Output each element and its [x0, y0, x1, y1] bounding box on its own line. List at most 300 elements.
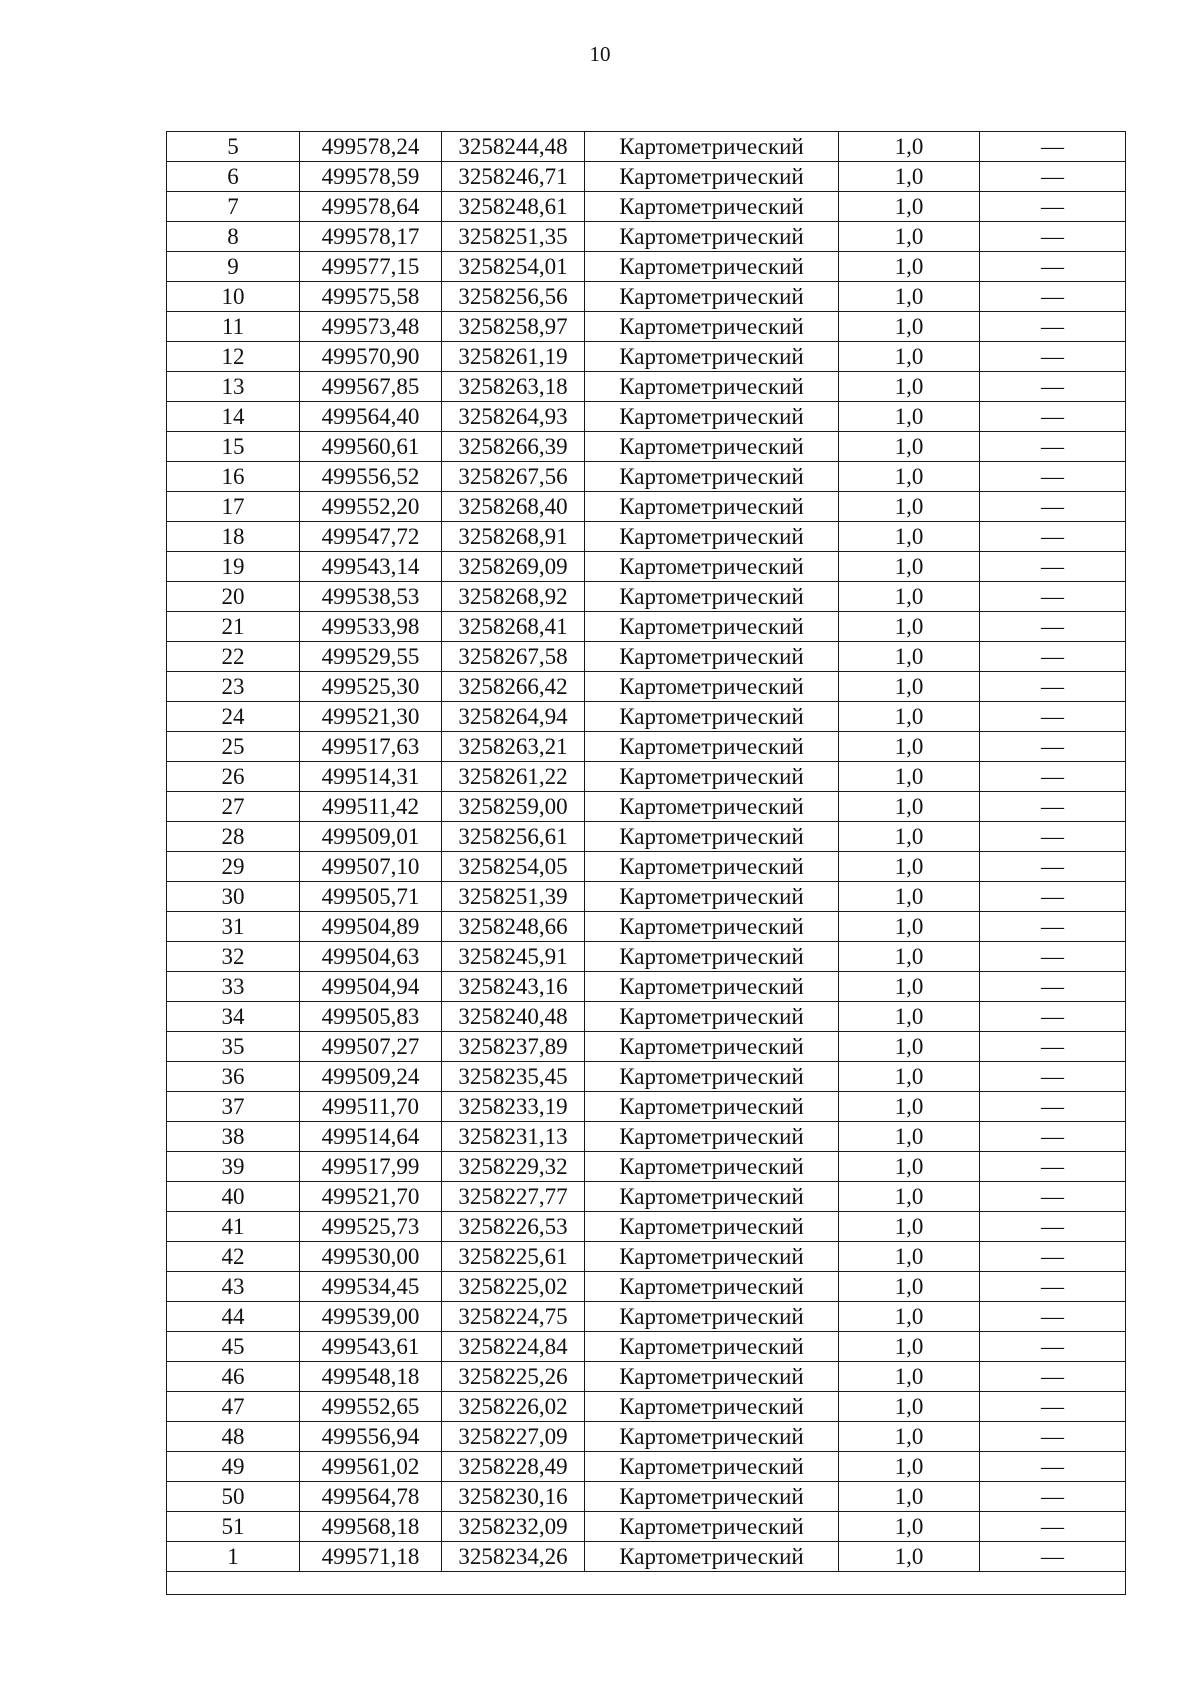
method-cell: Картометрический	[585, 1512, 839, 1542]
x-coordinate-cell: 499552,65	[300, 1392, 442, 1422]
method-cell: Картометрический	[585, 522, 839, 552]
point-number-cell: 14	[167, 402, 300, 432]
point-number-cell: 11	[167, 312, 300, 342]
point-number-cell: 31	[167, 912, 300, 942]
table-row	[167, 1332, 1126, 1362]
method-cell: Картометрический	[585, 492, 839, 522]
method-cell: Картометрический	[585, 312, 839, 342]
table-row	[167, 1242, 1126, 1272]
accuracy-cell: 1,0	[839, 612, 980, 642]
point-number-cell: 29	[167, 852, 300, 882]
y-coordinate-cell: 3258259,00	[442, 792, 585, 822]
point-number-cell: 1	[167, 1542, 300, 1572]
y-coordinate-cell: 3258228,49	[442, 1452, 585, 1482]
accuracy-cell: 1,0	[839, 1452, 980, 1482]
point-number-cell: 24	[167, 702, 300, 732]
method-cell: Картометрический	[585, 822, 839, 852]
x-coordinate-cell: 499543,61	[300, 1332, 442, 1362]
accuracy-cell: 1,0	[839, 492, 980, 522]
method-cell: Картометрический	[585, 222, 839, 252]
accuracy-cell: 1,0	[839, 852, 980, 882]
description-cell: —	[980, 372, 1126, 402]
point-number-cell: 33	[167, 972, 300, 1002]
point-number-cell: 16	[167, 462, 300, 492]
description-cell: —	[980, 402, 1126, 432]
point-number-cell: 30	[167, 882, 300, 912]
boundary-points-table	[166, 131, 1126, 1595]
method-cell: Картометрический	[585, 462, 839, 492]
x-coordinate-cell: 499556,52	[300, 462, 442, 492]
accuracy-cell: 1,0	[839, 1482, 980, 1512]
table-row	[167, 792, 1126, 822]
accuracy-cell: 1,0	[839, 1332, 980, 1362]
method-cell: Картометрический	[585, 582, 839, 612]
table-row	[167, 612, 1126, 642]
accuracy-cell: 1,0	[839, 792, 980, 822]
point-number-cell: 34	[167, 1002, 300, 1032]
y-coordinate-cell: 3258267,56	[442, 462, 585, 492]
y-coordinate-cell: 3258226,53	[442, 1212, 585, 1242]
y-coordinate-cell: 3258267,58	[442, 642, 585, 672]
table-row	[167, 1452, 1126, 1482]
point-number-cell: 10	[167, 282, 300, 312]
point-number-cell: 20	[167, 582, 300, 612]
x-coordinate-cell: 499564,78	[300, 1482, 442, 1512]
table-row	[167, 192, 1126, 222]
table-row	[167, 1482, 1126, 1512]
point-number-cell: 7	[167, 192, 300, 222]
table-row	[167, 1542, 1126, 1572]
method-cell: Картометрический	[585, 282, 839, 312]
description-cell: —	[980, 1032, 1126, 1062]
description-cell: —	[980, 312, 1126, 342]
accuracy-cell: 1,0	[839, 312, 980, 342]
description-cell: —	[980, 642, 1126, 672]
point-number-cell: 44	[167, 1302, 300, 1332]
accuracy-cell: 1,0	[839, 702, 980, 732]
accuracy-cell: 1,0	[839, 1122, 980, 1152]
x-coordinate-cell: 499517,99	[300, 1152, 442, 1182]
description-cell: —	[980, 492, 1126, 522]
y-coordinate-cell: 3258232,09	[442, 1512, 585, 1542]
x-coordinate-cell: 499568,18	[300, 1512, 442, 1542]
x-coordinate-cell: 499505,83	[300, 1002, 442, 1032]
page-number: 10	[589, 42, 611, 66]
y-coordinate-cell: 3258268,91	[442, 522, 585, 552]
table-row	[167, 1512, 1126, 1542]
y-coordinate-cell: 3258229,32	[442, 1152, 585, 1182]
y-coordinate-cell: 3258261,22	[442, 762, 585, 792]
method-cell: Картометрический	[585, 132, 839, 162]
accuracy-cell: 1,0	[839, 1422, 980, 1452]
x-coordinate-cell: 499570,90	[300, 342, 442, 372]
description-cell: —	[980, 1062, 1126, 1092]
x-coordinate-cell: 499517,63	[300, 732, 442, 762]
y-coordinate-cell: 3258231,13	[442, 1122, 585, 1152]
x-coordinate-cell: 499529,55	[300, 642, 442, 672]
description-cell: —	[980, 282, 1126, 312]
x-coordinate-cell: 499578,59	[300, 162, 442, 192]
description-cell: —	[980, 552, 1126, 582]
table-row	[167, 1212, 1126, 1242]
description-cell: —	[980, 702, 1126, 732]
accuracy-cell: 1,0	[839, 1362, 980, 1392]
table-row	[167, 762, 1126, 792]
description-cell: —	[980, 1392, 1126, 1422]
method-cell: Картометрический	[585, 372, 839, 402]
x-coordinate-cell: 499507,10	[300, 852, 442, 882]
x-coordinate-cell: 499548,18	[300, 1362, 442, 1392]
method-cell: Картометрический	[585, 1092, 839, 1122]
description-cell: —	[980, 882, 1126, 912]
y-coordinate-cell: 3258245,91	[442, 942, 585, 972]
accuracy-cell: 1,0	[839, 582, 980, 612]
y-coordinate-cell: 3258240,48	[442, 1002, 585, 1032]
y-coordinate-cell: 3258225,26	[442, 1362, 585, 1392]
y-coordinate-cell: 3258268,40	[442, 492, 585, 522]
method-cell: Картометрический	[585, 792, 839, 822]
point-number-cell: 43	[167, 1272, 300, 1302]
point-number-cell: 15	[167, 432, 300, 462]
accuracy-cell: 1,0	[839, 762, 980, 792]
table-row	[167, 822, 1126, 852]
accuracy-cell: 1,0	[839, 282, 980, 312]
description-cell: —	[980, 1152, 1126, 1182]
accuracy-cell: 1,0	[839, 672, 980, 702]
accuracy-cell: 1,0	[839, 1092, 980, 1122]
y-coordinate-cell: 3258246,71	[442, 162, 585, 192]
table-row	[167, 1392, 1126, 1422]
accuracy-cell: 1,0	[839, 552, 980, 582]
description-cell: —	[980, 1542, 1126, 1572]
method-cell: Картометрический	[585, 762, 839, 792]
y-coordinate-cell: 3258248,61	[442, 192, 585, 222]
y-coordinate-cell: 3258251,35	[442, 222, 585, 252]
table-row	[167, 1272, 1126, 1302]
method-cell: Картометрический	[585, 852, 839, 882]
method-cell: Картометрический	[585, 1242, 839, 1272]
method-cell: Картометрический	[585, 402, 839, 432]
description-cell: —	[980, 162, 1126, 192]
table-row	[167, 1152, 1126, 1182]
y-coordinate-cell: 3258235,45	[442, 1062, 585, 1092]
y-coordinate-cell: 3258243,16	[442, 972, 585, 1002]
x-coordinate-cell: 499514,64	[300, 1122, 442, 1152]
table-row	[167, 1092, 1126, 1122]
accuracy-cell: 1,0	[839, 1392, 980, 1422]
point-number-cell: 27	[167, 792, 300, 822]
description-cell: —	[980, 1212, 1126, 1242]
description-cell: —	[980, 1002, 1126, 1032]
method-cell: Картометрический	[585, 702, 839, 732]
accuracy-cell: 1,0	[839, 642, 980, 672]
description-cell: —	[980, 1242, 1126, 1272]
point-number-cell: 12	[167, 342, 300, 372]
accuracy-cell: 1,0	[839, 162, 980, 192]
method-cell: Картометрический	[585, 942, 839, 972]
accuracy-cell: 1,0	[839, 1242, 980, 1272]
method-cell: Картометрический	[585, 1332, 839, 1362]
point-number-cell: 35	[167, 1032, 300, 1062]
accuracy-cell: 1,0	[839, 252, 980, 282]
method-cell: Картометрический	[585, 342, 839, 372]
method-cell: Картометрический	[585, 1062, 839, 1092]
y-coordinate-cell: 3258258,97	[442, 312, 585, 342]
x-coordinate-cell: 499571,18	[300, 1542, 442, 1572]
table-row	[167, 1362, 1126, 1392]
x-coordinate-cell: 499533,98	[300, 612, 442, 642]
x-coordinate-cell: 499578,24	[300, 132, 442, 162]
description-cell: —	[980, 1422, 1126, 1452]
y-coordinate-cell: 3258266,42	[442, 672, 585, 702]
point-number-cell: 49	[167, 1452, 300, 1482]
method-cell: Картометрический	[585, 1182, 839, 1212]
table-row	[167, 942, 1126, 972]
point-number-cell: 19	[167, 552, 300, 582]
description-cell: —	[980, 522, 1126, 552]
point-number-cell: 42	[167, 1242, 300, 1272]
accuracy-cell: 1,0	[839, 822, 980, 852]
description-cell: —	[980, 132, 1126, 162]
x-coordinate-cell: 499547,72	[300, 522, 442, 552]
description-cell: —	[980, 252, 1126, 282]
x-coordinate-cell: 499556,94	[300, 1422, 442, 1452]
x-coordinate-cell: 499504,94	[300, 972, 442, 1002]
x-coordinate-cell: 499504,89	[300, 912, 442, 942]
method-cell: Картометрический	[585, 192, 839, 222]
y-coordinate-cell: 3258254,05	[442, 852, 585, 882]
accuracy-cell: 1,0	[839, 1542, 980, 1572]
method-cell: Картометрический	[585, 1482, 839, 1512]
point-number-cell: 51	[167, 1512, 300, 1542]
x-coordinate-cell: 499525,73	[300, 1212, 442, 1242]
description-cell: —	[980, 582, 1126, 612]
x-coordinate-cell: 499525,30	[300, 672, 442, 702]
x-coordinate-cell: 499575,58	[300, 282, 442, 312]
table-row	[167, 462, 1126, 492]
point-number-cell: 9	[167, 252, 300, 282]
point-number-cell: 47	[167, 1392, 300, 1422]
y-coordinate-cell: 3258225,02	[442, 1272, 585, 1302]
method-cell: Картометрический	[585, 1452, 839, 1482]
x-coordinate-cell: 499505,71	[300, 882, 442, 912]
point-number-cell: 41	[167, 1212, 300, 1242]
accuracy-cell: 1,0	[839, 462, 980, 492]
accuracy-cell: 1,0	[839, 942, 980, 972]
method-cell: Картометрический	[585, 1212, 839, 1242]
x-coordinate-cell: 499552,20	[300, 492, 442, 522]
description-cell: —	[980, 1092, 1126, 1122]
accuracy-cell: 1,0	[839, 1032, 980, 1062]
table-row	[167, 672, 1126, 702]
table-row	[167, 552, 1126, 582]
point-number-cell: 23	[167, 672, 300, 702]
method-cell: Картометрический	[585, 672, 839, 702]
description-cell: —	[980, 942, 1126, 972]
y-coordinate-cell: 3258244,48	[442, 132, 585, 162]
point-number-cell: 25	[167, 732, 300, 762]
method-cell: Картометрический	[585, 1032, 839, 1062]
description-cell: —	[980, 822, 1126, 852]
table-row	[167, 1422, 1126, 1452]
y-coordinate-cell: 3258248,66	[442, 912, 585, 942]
y-coordinate-cell: 3258224,84	[442, 1332, 585, 1362]
y-coordinate-cell: 3258251,39	[442, 882, 585, 912]
y-coordinate-cell: 3258266,39	[442, 432, 585, 462]
table-body	[167, 132, 1126, 1595]
empty-cell	[167, 1572, 1126, 1595]
table-row	[167, 372, 1126, 402]
x-coordinate-cell: 499521,30	[300, 702, 442, 732]
point-number-cell: 22	[167, 642, 300, 672]
method-cell: Картометрический	[585, 972, 839, 1002]
accuracy-cell: 1,0	[839, 1182, 980, 1212]
x-coordinate-cell: 499539,00	[300, 1302, 442, 1332]
table-row	[167, 1302, 1126, 1332]
y-coordinate-cell: 3258227,09	[442, 1422, 585, 1452]
description-cell: —	[980, 972, 1126, 1002]
point-number-cell: 13	[167, 372, 300, 402]
table-row	[167, 702, 1126, 732]
x-coordinate-cell: 499561,02	[300, 1452, 442, 1482]
y-coordinate-cell: 3258261,19	[442, 342, 585, 372]
description-cell: —	[980, 1272, 1126, 1302]
accuracy-cell: 1,0	[839, 1212, 980, 1242]
y-coordinate-cell: 3258234,26	[442, 1542, 585, 1572]
point-number-cell: 39	[167, 1152, 300, 1182]
method-cell: Картометрический	[585, 1362, 839, 1392]
y-coordinate-cell: 3258230,16	[442, 1482, 585, 1512]
method-cell: Картометрический	[585, 732, 839, 762]
x-coordinate-cell: 499511,70	[300, 1092, 442, 1122]
description-cell: —	[980, 912, 1126, 942]
point-number-cell: 38	[167, 1122, 300, 1152]
y-coordinate-cell: 3258264,94	[442, 702, 585, 732]
table-row	[167, 882, 1126, 912]
method-cell: Картометрический	[585, 1002, 839, 1032]
method-cell: Картометрический	[585, 552, 839, 582]
method-cell: Картометрический	[585, 1302, 839, 1332]
description-cell: —	[980, 1362, 1126, 1392]
table-row	[167, 1122, 1126, 1152]
accuracy-cell: 1,0	[839, 372, 980, 402]
description-cell: —	[980, 342, 1126, 372]
y-coordinate-cell: 3258269,09	[442, 552, 585, 582]
method-cell: Картометрический	[585, 1122, 839, 1152]
x-coordinate-cell: 499577,15	[300, 252, 442, 282]
y-coordinate-cell: 3258226,02	[442, 1392, 585, 1422]
description-cell: —	[980, 432, 1126, 462]
y-coordinate-cell: 3258268,41	[442, 612, 585, 642]
y-coordinate-cell: 3258256,56	[442, 282, 585, 312]
table-row	[167, 1062, 1126, 1092]
y-coordinate-cell: 3258254,01	[442, 252, 585, 282]
accuracy-cell: 1,0	[839, 732, 980, 762]
point-number-cell: 5	[167, 132, 300, 162]
y-coordinate-cell: 3258268,92	[442, 582, 585, 612]
description-cell: —	[980, 732, 1126, 762]
table-row	[167, 312, 1126, 342]
y-coordinate-cell: 3258237,89	[442, 1032, 585, 1062]
method-cell: Картометрический	[585, 642, 839, 672]
accuracy-cell: 1,0	[839, 132, 980, 162]
description-cell: —	[980, 1122, 1126, 1152]
table-row	[167, 342, 1126, 372]
table-row	[167, 1032, 1126, 1062]
table-row	[167, 972, 1126, 1002]
table-row	[167, 852, 1126, 882]
accuracy-cell: 1,0	[839, 1272, 980, 1302]
point-number-cell: 8	[167, 222, 300, 252]
method-cell: Картометрический	[585, 1272, 839, 1302]
accuracy-cell: 1,0	[839, 192, 980, 222]
point-number-cell: 50	[167, 1482, 300, 1512]
accuracy-cell: 1,0	[839, 432, 980, 462]
table-row	[167, 1182, 1126, 1212]
table-row	[167, 402, 1126, 432]
x-coordinate-cell: 499560,61	[300, 432, 442, 462]
accuracy-cell: 1,0	[839, 882, 980, 912]
method-cell: Картометрический	[585, 162, 839, 192]
table-row	[167, 492, 1126, 522]
description-cell: —	[980, 792, 1126, 822]
accuracy-cell: 1,0	[839, 1302, 980, 1332]
method-cell: Картометрический	[585, 1422, 839, 1452]
description-cell: —	[980, 1182, 1126, 1212]
method-cell: Картометрический	[585, 252, 839, 282]
method-cell: Картометрический	[585, 912, 839, 942]
point-number-cell: 17	[167, 492, 300, 522]
description-cell: —	[980, 222, 1126, 252]
x-coordinate-cell: 499564,40	[300, 402, 442, 432]
x-coordinate-cell: 499534,45	[300, 1272, 442, 1302]
accuracy-cell: 1,0	[839, 342, 980, 372]
table-row	[167, 132, 1126, 162]
y-coordinate-cell: 3258263,18	[442, 372, 585, 402]
y-coordinate-cell: 3258233,19	[442, 1092, 585, 1122]
description-cell: —	[980, 1332, 1126, 1362]
y-coordinate-cell: 3258263,21	[442, 732, 585, 762]
accuracy-cell: 1,0	[839, 1002, 980, 1032]
accuracy-cell: 1,0	[839, 522, 980, 552]
y-coordinate-cell: 3258227,77	[442, 1182, 585, 1212]
method-cell: Картометрический	[585, 612, 839, 642]
accuracy-cell: 1,0	[839, 1512, 980, 1542]
x-coordinate-cell: 499567,85	[300, 372, 442, 402]
table-row	[167, 582, 1126, 612]
description-cell: —	[980, 1512, 1126, 1542]
method-cell: Картометрический	[585, 432, 839, 462]
point-number-cell: 6	[167, 162, 300, 192]
y-coordinate-cell: 3258256,61	[442, 822, 585, 852]
accuracy-cell: 1,0	[839, 912, 980, 942]
table-row	[167, 222, 1126, 252]
table-row	[167, 1002, 1126, 1032]
description-cell: —	[980, 192, 1126, 222]
point-number-cell: 32	[167, 942, 300, 972]
accuracy-cell: 1,0	[839, 1062, 980, 1092]
method-cell: Картометрический	[585, 1392, 839, 1422]
description-cell: —	[980, 612, 1126, 642]
table-row	[167, 252, 1126, 282]
description-cell: —	[980, 1452, 1126, 1482]
x-coordinate-cell: 499578,17	[300, 222, 442, 252]
x-coordinate-cell: 499538,53	[300, 582, 442, 612]
point-number-cell: 36	[167, 1062, 300, 1092]
table-row	[167, 162, 1126, 192]
point-number-cell: 18	[167, 522, 300, 552]
accuracy-cell: 1,0	[839, 1152, 980, 1182]
